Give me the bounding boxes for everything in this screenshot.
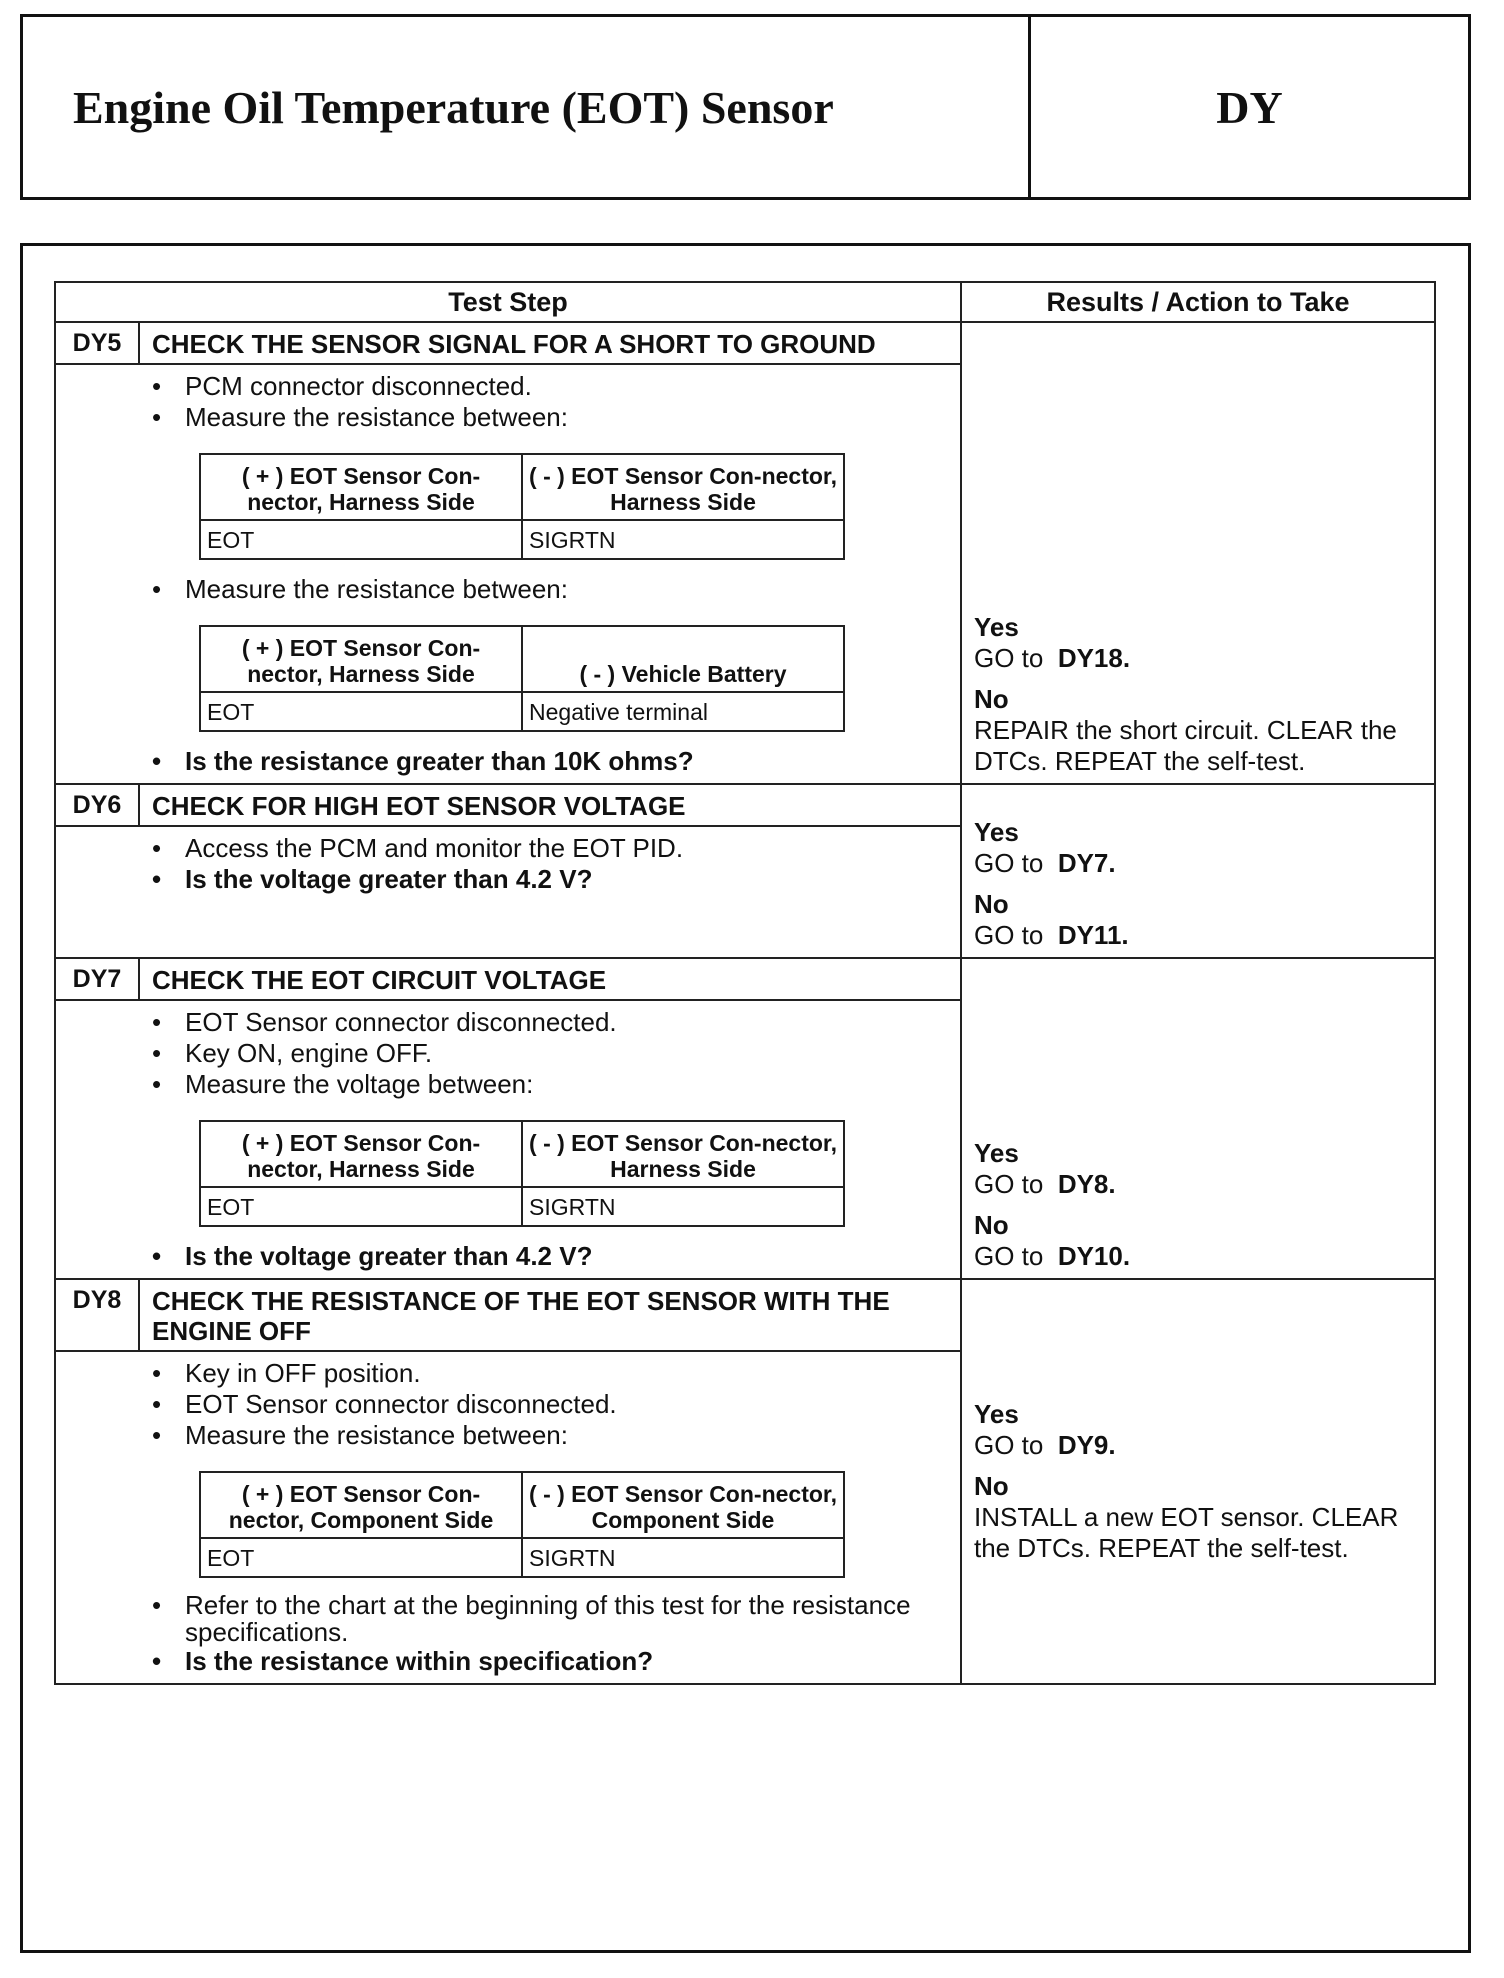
no-target: DY10. [1057, 1241, 1131, 1271]
no-target: DY11. [1057, 920, 1129, 950]
header-results: Results / Action to Take [961, 282, 1435, 322]
yes-label: Yes [974, 1138, 1019, 1168]
step-title: CHECK FOR HIGH EOT SENSOR VOLTAGE [139, 784, 961, 826]
conn-col-header: ( + ) EOT Sensor Con-nector, Harness Side [200, 454, 522, 520]
step-dy5-title-row [55, 322, 1435, 364]
bullet-item: • Measure the resistance between: [139, 402, 950, 433]
bullet-item: • EOT Sensor connector disconnected. [139, 1007, 950, 1038]
yes-target: DY9. [1057, 1430, 1116, 1460]
no-label: No [974, 889, 1009, 919]
step-dy5-body [139, 364, 961, 784]
yes-label: Yes [974, 1399, 1019, 1429]
bullet-item: • EOT Sensor connector disconnected. [139, 1389, 950, 1420]
connector-table [199, 1471, 845, 1578]
yes-label: Yes [974, 612, 1019, 642]
no-label: No [974, 1210, 1009, 1240]
step-title: CHECK THE EOT CIRCUIT VOLTAGE [139, 958, 961, 1000]
bullet-item: • Measure the resistance between: [139, 574, 950, 605]
bullet-item: • Key in OFF position. [139, 1358, 950, 1389]
conn-cell: SIGRTN [522, 1187, 844, 1226]
step-id: DY7 [55, 958, 139, 1000]
question-item: • Is the resistance within specification? [139, 1646, 950, 1677]
no-label: No [974, 1471, 1009, 1501]
connector-table [199, 1120, 845, 1227]
go-to-text: GO to [974, 1241, 1044, 1271]
section-code: DY [1028, 17, 1468, 197]
conn-col-header: ( - ) EOT Sensor Con-nector, Component Side [522, 1472, 844, 1538]
test-step-table [54, 281, 1436, 1685]
step-id: DY6 [55, 784, 139, 826]
conn-cell: SIGRTN [522, 520, 844, 559]
go-to-text: GO to [974, 848, 1044, 878]
bullet-item: • Refer to the chart at the beginning of this test for the resistance specifications. [139, 1592, 950, 1646]
step-dy6-results [961, 784, 1435, 958]
step-dy8-results [961, 1279, 1435, 1684]
step-title: CHECK THE SENSOR SIGNAL FOR A SHORT TO GROUND [139, 322, 961, 364]
bullet-item: • Measure the resistance between: [139, 1420, 950, 1451]
step-dy6-title-row [55, 784, 1435, 826]
step-dy5-results [961, 322, 1435, 784]
conn-cell: EOT [200, 520, 522, 559]
no-label: No [974, 684, 1009, 714]
page-title: Engine Oil Temperature (EOT) Sensor [73, 81, 834, 133]
conn-cell: SIGRTN [522, 1538, 844, 1577]
yes-target: DY7. [1057, 848, 1116, 878]
conn-col-header: ( + ) EOT Sensor Con-nector, Harness Side [200, 626, 522, 692]
conn-cell: EOT [200, 1187, 522, 1226]
step-dy8-title-row [55, 1279, 1435, 1351]
conn-cell: EOT [200, 692, 522, 731]
header-test-step: Test Step [55, 282, 961, 322]
conn-col-header: ( + ) EOT Sensor Con-nector, Component Side [200, 1472, 522, 1538]
conn-col-header: ( - ) EOT Sensor Con-nector, Harness Side [522, 1121, 844, 1187]
question-item: • Is the resistance greater than 10K ohms? [139, 746, 950, 777]
no-action: INSTALL a new EOT sensor. CLEAR the DTCs. REPEAT the self-test. [974, 1502, 1399, 1563]
yes-target: DY18. [1057, 643, 1131, 673]
bullet-item: • Measure the voltage between: [139, 1069, 950, 1100]
conn-col-header: ( + ) EOT Sensor Con-nector, Harness Side [200, 1121, 522, 1187]
step-dy7-title-row [55, 958, 1435, 1000]
connector-table [199, 453, 845, 560]
question-item: • Is the voltage greater than 4.2 V? [139, 1241, 950, 1272]
step-dy7-results [961, 958, 1435, 1279]
step-dy8-body [139, 1351, 961, 1684]
bullet-item: • PCM connector disconnected. [139, 371, 950, 402]
step-id: DY5 [55, 322, 139, 364]
step-dy7-body [139, 1000, 961, 1279]
go-to-text: GO to [974, 1169, 1044, 1199]
yes-target: DY8. [1057, 1169, 1116, 1199]
step-id: DY8 [55, 1279, 139, 1351]
yes-label: Yes [974, 817, 1019, 847]
step-dy6-body [139, 826, 961, 958]
page-header [20, 14, 1471, 200]
no-action: REPAIR the short circuit. CLEAR the DTCs. REPEAT the self-test. [974, 715, 1397, 776]
go-to-text: GO to [974, 1430, 1044, 1460]
conn-col-header: ( - ) Vehicle Battery [522, 626, 844, 692]
bullet-item: • Key ON, engine OFF. [139, 1038, 950, 1069]
conn-cell: EOT [200, 1538, 522, 1577]
bullet-item: • Access the PCM and monitor the EOT PID. [139, 833, 950, 864]
question-item: • Is the voltage greater than 4.2 V? [139, 864, 950, 895]
conn-col-header: ( - ) EOT Sensor Con-nector, Harness Side [522, 454, 844, 520]
connector-table [199, 625, 845, 732]
step-title: CHECK THE RESISTANCE OF THE EOT SENSOR WITH THE ENGINE OFF [139, 1279, 961, 1351]
go-to-text: GO to [974, 643, 1044, 673]
go-to-text: GO to [974, 920, 1044, 950]
conn-cell: Negative terminal [522, 692, 844, 731]
